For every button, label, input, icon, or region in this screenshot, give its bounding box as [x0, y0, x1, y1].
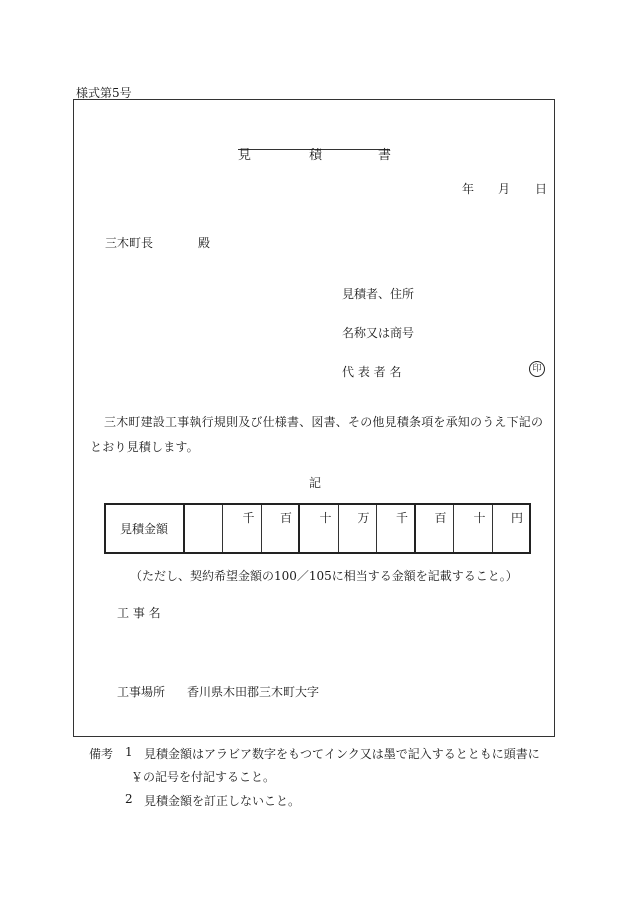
- remark-1-text: 見積金額はアラビア数字をもつてインク又は墨で記入するとともに頭書に: [144, 747, 540, 761]
- amount-label: 見積金額: [105, 504, 184, 553]
- remark-1-number: 1: [125, 745, 133, 759]
- amount-cell-juu[interactable]: 十: [299, 504, 338, 553]
- document-title: [238, 148, 392, 163]
- title-char-3: 書: [378, 148, 392, 163]
- amount-cell-sen[interactable]: 千: [222, 504, 261, 553]
- amount-cell-yen[interactable]: 円: [492, 504, 530, 553]
- date-day: 日: [535, 182, 548, 196]
- estimator-address-label: 見積者、住所: [342, 287, 415, 301]
- title-char-1: 見: [238, 148, 252, 163]
- amount-cell-man[interactable]: 万: [338, 504, 376, 553]
- work-name-label: 工 事 名: [117, 606, 161, 620]
- amount-cell-blank[interactable]: [184, 504, 222, 553]
- addressee-name: 三木町長: [105, 236, 154, 250]
- remark-2-text: 見積金額を訂正しないこと。: [144, 794, 301, 808]
- amount-table: [104, 503, 531, 554]
- addressee-honorific: 殿: [198, 236, 211, 250]
- amount-cell-sen-2[interactable]: 千: [376, 504, 415, 553]
- remarks-heading: 備考: [89, 747, 114, 761]
- work-place-value: 香川県木田郡三木町大字: [187, 685, 320, 699]
- date-month: 月: [498, 182, 511, 196]
- amount-cell-hyaku-2[interactable]: 百: [415, 504, 453, 553]
- date-year: 年: [462, 182, 475, 196]
- estimate-statement: 三木町建設工事執行規則及び仕様書、図書、その他見積条項を承知のうえ下記のとおり見積します。: [90, 415, 544, 454]
- amount-cell-hyaku[interactable]: 百: [261, 504, 299, 553]
- seal-mark: 印: [529, 361, 545, 377]
- ki-heading: 記: [309, 476, 322, 490]
- amount-cell-juu-2[interactable]: 十: [453, 504, 492, 553]
- form-number: 様式第5号: [76, 86, 132, 100]
- estimator-representative-label: 代 表 者 名: [342, 365, 402, 379]
- remark-1-text-continued: ￥の記号を付記すること。: [131, 770, 276, 784]
- remark-2-number: 2: [125, 792, 133, 806]
- title-char-2: 積: [309, 148, 323, 163]
- amount-row: [105, 504, 530, 553]
- work-place-label: 工事場所: [117, 685, 166, 699]
- estimator-company-label: 名称又は商号: [342, 326, 415, 340]
- amount-note: （ただし、契約希望金額の100／105に相当する金額を記載すること。）: [130, 569, 518, 583]
